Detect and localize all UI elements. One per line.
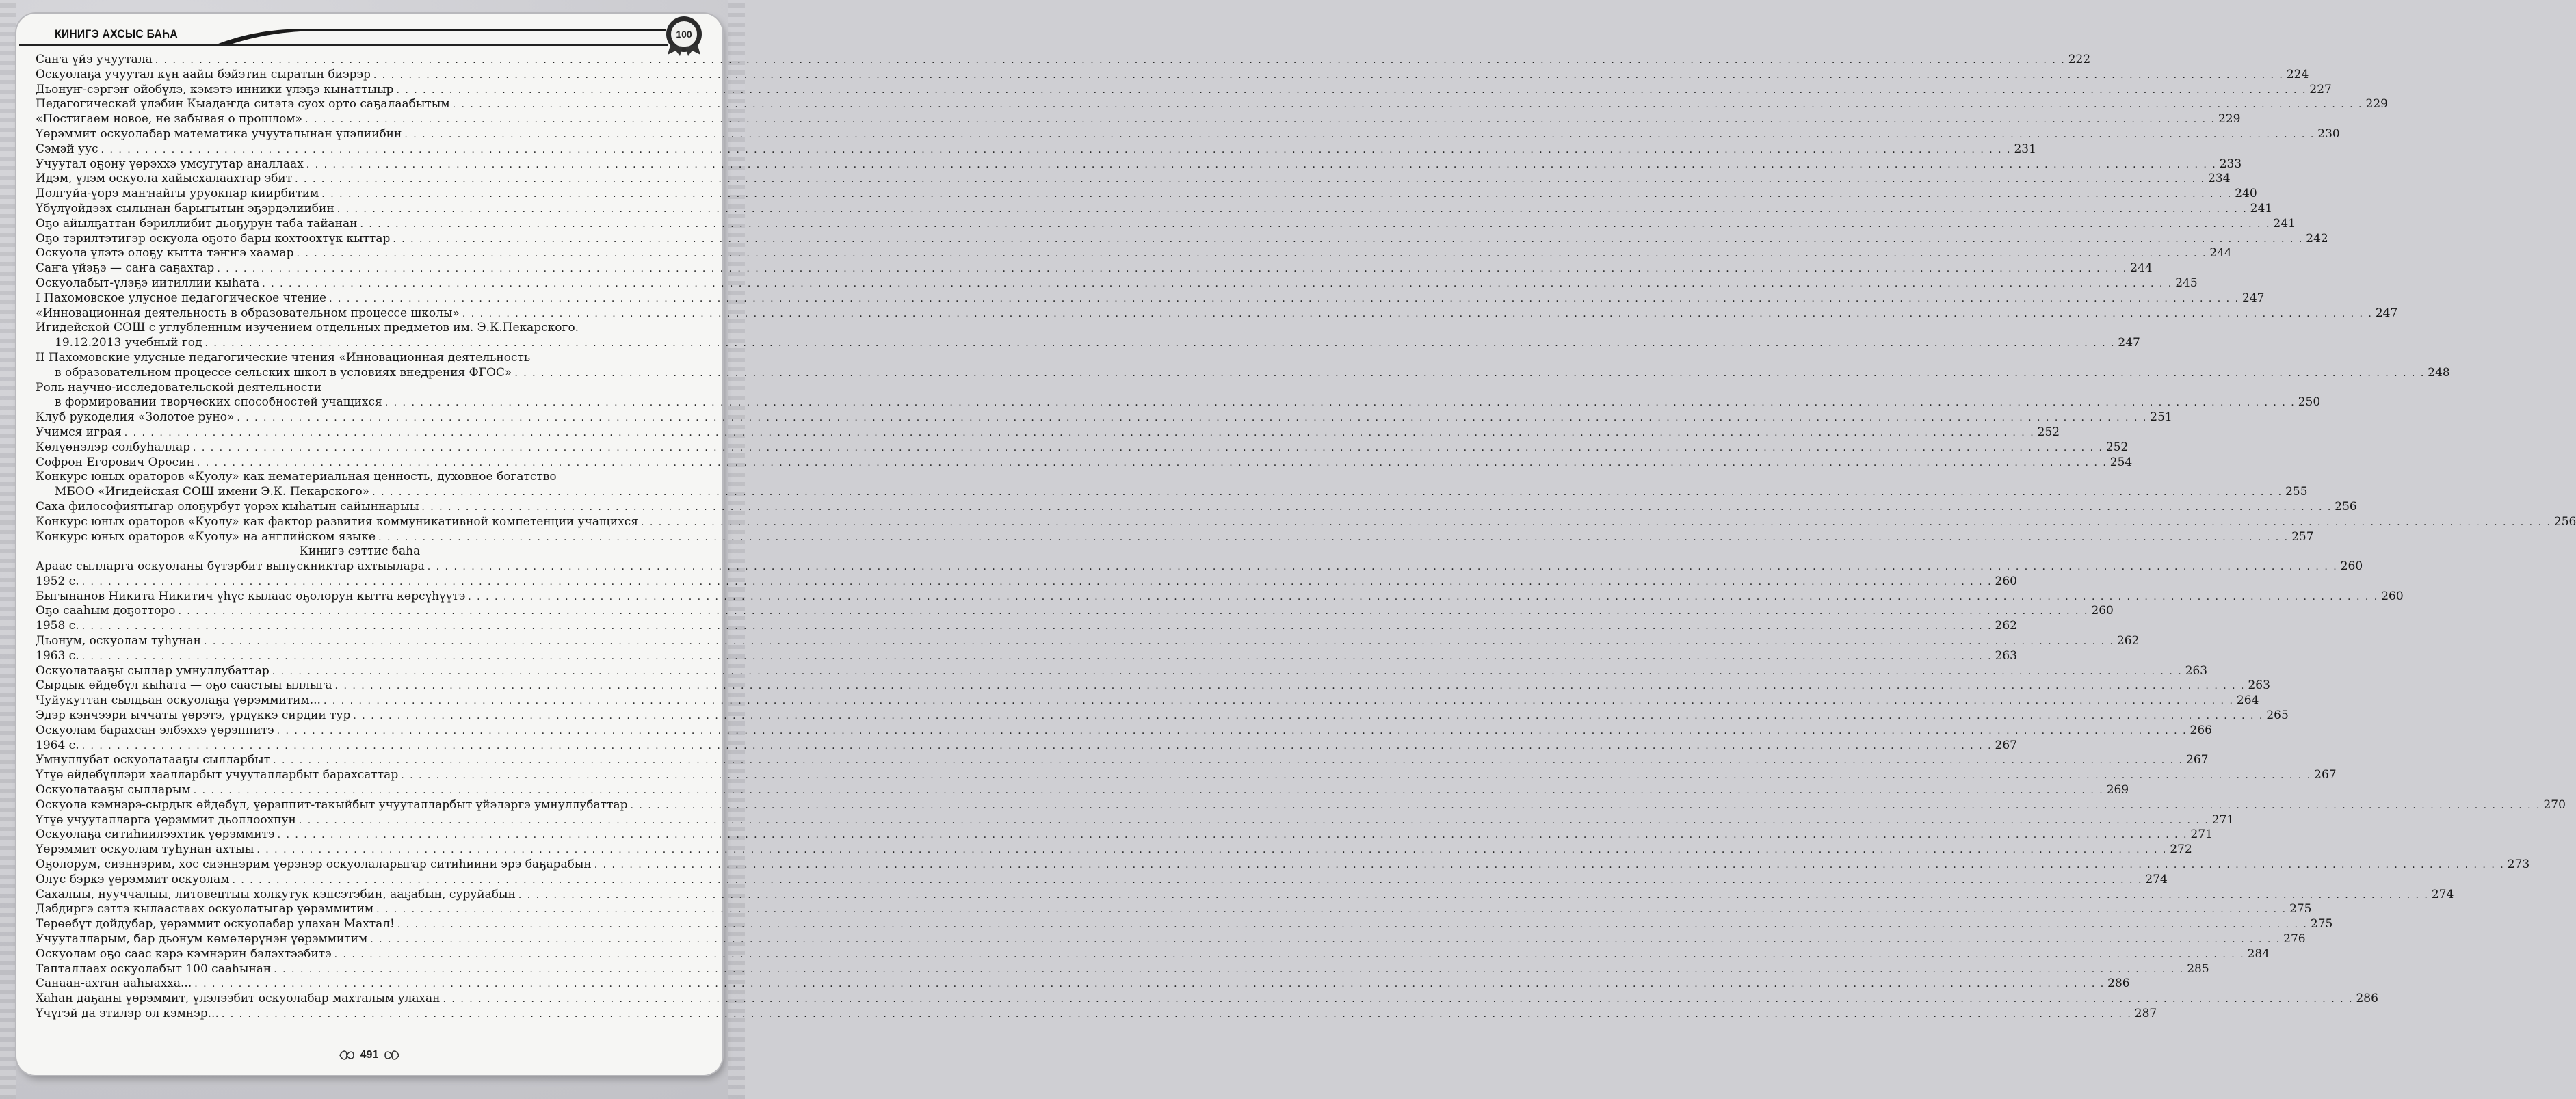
toc-entry-title: Оҕолорум, сиэннэрим, хос сиэннэрим үөрэнэр оскуолаларыгар ситиһиини эрэ баҕарабын — [36, 858, 592, 872]
toc-entry-title: Игидейской СОШ с углубленным изучением отдельных предметов им. Э.К.Пекарского. — [36, 321, 579, 335]
toc-entry-title: Конкурс юных ораторов «Куолу» как фактор развития коммуникативной компетенции учащихся — [36, 514, 638, 529]
toc-entry-title: МБОО «Игидейская СОШ имени Э.К. Пекарского» — [55, 485, 370, 499]
toc-entry — [36, 992, 2378, 1007]
toc-entry — [36, 514, 2576, 530]
toc-dot-leader — [393, 233, 2303, 248]
toc-entry-title: Араас сылларга оскуоланы бүтэрбит выпускниктар ахтыылара — [36, 559, 425, 574]
anniversary-logo-icon — [665, 15, 703, 57]
toc-dot-leader — [360, 217, 2270, 233]
toc-entry — [36, 858, 2530, 873]
toc-dot-leader — [370, 933, 2281, 948]
toc-dot-leader — [428, 560, 2338, 575]
toc-entry — [36, 381, 684, 396]
toc-entry — [36, 843, 2192, 858]
toc-dot-leader — [401, 769, 2311, 784]
toc-entry-page: 247 — [2242, 291, 2265, 305]
footer-ornament-left-icon — [339, 1048, 355, 1062]
toc-entry-title: 1952 с. — [36, 574, 79, 588]
toc-entry-title: Оскуолатааҕы сыллар умнуллубаттар — [36, 663, 270, 678]
toc-dot-leader — [197, 456, 2107, 471]
toc-entry-page: 257 — [2291, 529, 2314, 544]
toc-entry-title: Үөрэммит оскуолам туһунан ахтыы — [36, 843, 254, 857]
toc-entry — [36, 604, 2114, 619]
toc-dot-leader — [376, 903, 2287, 918]
toc-entry — [36, 172, 2231, 187]
toc-entry — [36, 53, 2091, 68]
toc-entry — [36, 529, 2314, 545]
toc-dot-leader — [257, 843, 2167, 858]
footer-ornament-right-icon — [384, 1048, 400, 1062]
toc-entry-title: Эдэр кэнчээри ыччаты үөрэтэ, үрдүккэ сирдии тур — [36, 709, 351, 723]
toc-entry — [36, 977, 2130, 992]
toc-entry — [36, 962, 2209, 977]
toc-entry-title: Софрон Егорович Оросин — [36, 455, 194, 469]
toc-entry-page: 267 — [1995, 738, 2017, 752]
header-swoosh-ornament — [215, 27, 666, 45]
toc-dot-leader — [421, 501, 2332, 516]
toc-entry — [36, 157, 2242, 172]
toc-entry-title: Быгынанов Никита Никитич үһүс кылаас оҕолорун кытта көрсүһүүтэ — [36, 589, 466, 603]
toc-entry-page: 263 — [2185, 663, 2208, 678]
toc-dot-leader — [272, 665, 2183, 680]
toc-entry-title: Төрөөбүт дойдубар, үөрэммит оскуолабар улахан Махтал! — [36, 917, 395, 931]
toc-entry-title: Үөрэммит оскуолабар математика учууталынан үлэлиибин — [36, 127, 402, 141]
toc-entry-title: Сэмэй уус — [36, 142, 98, 156]
toc-entry-page: 247 — [2118, 336, 2140, 350]
toc-dot-leader — [82, 739, 1993, 754]
toc-entry-page: 254 — [2110, 455, 2133, 469]
toc-entry-page: 245 — [2175, 276, 2198, 290]
toc-dot-leader — [193, 441, 2103, 456]
toc-entry — [36, 648, 2017, 664]
toc-entry — [36, 827, 2213, 843]
toc-entry-page: 274 — [2431, 887, 2454, 901]
toc-entry — [36, 783, 2129, 798]
toc-entry — [36, 216, 2296, 232]
toc-dot-leader — [397, 918, 2308, 933]
toc-entry — [36, 291, 2265, 306]
toc-entry-page: 264 — [2236, 693, 2259, 708]
toc-dot-leader — [468, 590, 2378, 605]
toc-entry — [36, 67, 2309, 83]
toc-entry-title: Сырдык өйдөбүл кыһата — оҕо саастыы ыллыга — [36, 678, 332, 693]
toc-entry-title: Тапталлаах оскуолабыт 100 сааһынан — [36, 962, 272, 976]
toc-entry — [36, 663, 2208, 679]
toc-dot-leader — [321, 187, 2232, 202]
toc-entry — [36, 485, 2308, 500]
toc-entry-page: 244 — [2209, 246, 2232, 261]
toc-dot-leader — [641, 516, 2551, 531]
toc-entry-page: 244 — [2130, 261, 2153, 276]
toc-entry-title: в образовательном процессе сельских школ в условиях внедрения ФГОС» — [55, 365, 512, 380]
toc-dot-leader — [237, 411, 2147, 426]
toc-entry — [36, 559, 2363, 574]
toc-entry — [36, 365, 2450, 381]
toc-entry-page: 229 — [2218, 112, 2241, 127]
toc-entry-page: 241 — [2273, 216, 2296, 230]
toc-entry — [36, 351, 684, 366]
running-header — [16, 14, 722, 49]
toc-dot-leader — [178, 605, 2088, 620]
toc-dot-leader — [299, 814, 2209, 829]
toc-entry-page: 229 — [2365, 97, 2388, 111]
toc-entry-page: 260 — [2381, 589, 2404, 603]
page-number: 491 — [360, 1049, 379, 1061]
page-footer — [16, 1045, 722, 1065]
toc-dot-leader — [295, 172, 2205, 187]
toc-entry-page: 250 — [2298, 395, 2321, 410]
toc-entry — [36, 231, 2328, 247]
toc-entry — [36, 395, 2321, 410]
toc-entry-title: Долгуйа-үөрэ маҥнайгы уруокпар киирбитим — [36, 187, 319, 201]
toc-dot-leader — [372, 486, 2283, 501]
toc-entry-title: Санаан-ахтан ааһыахха... — [36, 977, 192, 991]
toc-entry-page: 247 — [2375, 306, 2398, 320]
toc-entry — [36, 410, 2172, 425]
toc-entry-title: Хаһан даҕаны үөрэммит, үлэлээбит оскуолабар махталым улахан — [36, 992, 441, 1006]
toc-dot-leader — [273, 754, 2183, 769]
toc-entry-page: 260 — [1995, 574, 2017, 588]
toc-entry-page: 266 — [2190, 723, 2212, 737]
toc-entry — [36, 321, 684, 336]
toc-entry-title: 1963 с. — [36, 648, 79, 663]
toc-dot-leader — [396, 83, 2306, 98]
running-header-title: КИНИГЭ АХСЫС БАҺА — [55, 27, 178, 40]
toc-dot-leader — [337, 202, 2248, 217]
toc-entry-page: 270 — [2543, 797, 2566, 812]
toc-entry-page: 265 — [2266, 709, 2289, 723]
toc-dot-leader — [124, 426, 2035, 441]
toc-entry-title: Саҥа үйэ учуутала — [36, 53, 153, 66]
toc-entry — [36, 902, 2312, 917]
toc-dot-leader — [453, 98, 2363, 113]
toc-dot-leader — [462, 307, 2373, 322]
toc-entry-title: Чуйукуттан сылдьан оскуолаҕа үөрэммитим... — [36, 693, 321, 708]
toc-entry-title: 19.12.2013 учебный год — [55, 336, 202, 350]
toc-entry — [36, 440, 2129, 455]
toc-dot-leader — [232, 873, 2142, 888]
toc-entry — [36, 97, 2388, 112]
toc-entry — [36, 917, 2333, 932]
toc-entry-page: 275 — [2289, 902, 2312, 916]
toc-dot-leader — [631, 799, 2541, 814]
toc-entry-page: 262 — [2116, 634, 2140, 648]
toc-entry-title: Педагогическай үлэбин Кыадаҥда ситэтэ суох орто саҕалаабытым — [36, 97, 450, 111]
toc-entry-title: Конкурс юных ораторов «Куолу» на английском языке — [36, 529, 376, 544]
toc-dot-leader — [305, 113, 2216, 128]
toc-entry-title: Оскуолатааҕы сылларым — [36, 783, 191, 797]
toc-dot-leader — [335, 679, 2246, 694]
toc-entry-title: Оҕо тэрилтэтигэр оскуола оҕото бары көхтөөхтүк кыттар — [36, 231, 391, 246]
toc-entry-title: Учууталларым, бар дьонум көмөлөрүнэн үөрэммитим — [36, 932, 368, 946]
toc-entry-page: 260 — [2340, 559, 2363, 574]
toc-entry-title: Оскуола кэмнэрэ-сырдык өйдөбүл, үөрэппит-такыйбыт учууталларбыт үйэлэргэ умнуллубаттар — [36, 797, 628, 812]
toc-entry — [36, 127, 2340, 142]
toc-entry-page: 286 — [2356, 992, 2378, 1006]
toc-entry-title: Дэбдиргэ сэттэ кылаастаах оскуолатыгар үөрэммитим — [36, 902, 374, 916]
toc-entry — [36, 246, 2232, 261]
toc-entry-page: 285 — [2187, 962, 2209, 976]
toc-dot-leader — [306, 158, 2217, 173]
toc-entry — [36, 574, 2017, 590]
section-heading: Кинигэ сэттис баһа — [299, 544, 421, 559]
toc-entry — [36, 619, 2017, 634]
toc-part-2 — [36, 559, 2566, 1022]
toc-dot-leader — [385, 396, 2296, 411]
toc-entry-title: 1958 с. — [36, 619, 79, 633]
toc-entry — [36, 797, 2566, 813]
toc-entry-page: 269 — [2106, 783, 2129, 797]
toc-entry — [36, 425, 2060, 440]
toc-entry-page: 287 — [2134, 1007, 2157, 1020]
toc-entry-page: 272 — [2170, 843, 2192, 857]
toc-entry — [36, 336, 2140, 351]
toc-part-1 — [36, 53, 2576, 544]
toc-entry-page: 233 — [2219, 157, 2242, 171]
toc-entry-title: 1964 с. — [36, 738, 79, 752]
toc-entry — [36, 201, 2273, 217]
toc-entry — [36, 693, 2259, 709]
toc-entry-page: 274 — [2145, 872, 2168, 886]
toc-entry-title: Саха философиятыгар олоҕурбут үөрэх кыһатын сайыннарыы — [36, 499, 419, 514]
toc-dot-leader — [514, 367, 2425, 382]
toc-entry-page: 273 — [2507, 858, 2530, 872]
toc-entry-title: в формировании творческих способностей учащихся — [55, 395, 382, 410]
toc-entry — [36, 634, 2140, 649]
table-of-contents — [36, 53, 2576, 1022]
toc-dot-leader — [277, 724, 2187, 739]
toc-dot-leader — [373, 68, 2284, 83]
toc-entry — [36, 112, 2241, 127]
toc-entry-page: 271 — [2190, 827, 2213, 842]
toc-entry-title: Идэм, үлэм оскуола хайысхалаахтар эбит — [36, 172, 293, 186]
toc-dot-leader — [353, 709, 2263, 724]
toc-entry — [36, 932, 2306, 947]
toc-entry — [36, 276, 2198, 291]
toc-entry-title: II Пахомовские улусные педагогические чтения «Инновационная деятельность — [36, 350, 531, 365]
toc-entry — [36, 82, 2332, 98]
toc-entry-page: 276 — [2283, 932, 2306, 946]
toc-entry-title: Клуб рукоделия «Золотое руно» — [36, 410, 235, 425]
toc-entry-title: Оскуолабыт-үлэҕэ иитиллии кыһата — [36, 276, 260, 290]
toc-entry-title: Көлүөнэлэр солбуһаллар — [36, 440, 190, 454]
toc-entry — [36, 306, 2398, 321]
toc-dot-leader — [404, 128, 2315, 143]
toc-entry — [36, 470, 684, 485]
toc-entry-title: Үтүө учууталларга үөрэммит дьоллоохпун — [36, 812, 296, 827]
toc-entry-title: Оскуолам барахсан элбэххэ үөрэппитэ — [36, 723, 274, 737]
toc-dot-leader — [443, 992, 2354, 1007]
toc-entry-page: 224 — [2286, 67, 2309, 81]
toc-entry-title: Оскуолаҕа учуутал күн аайы бэйэтин сыратын биэрэр — [36, 67, 371, 81]
toc-entry-page: 267 — [2314, 768, 2337, 782]
toc-dot-leader — [194, 977, 2105, 992]
toc-dot-leader — [82, 650, 1993, 665]
toc-entry-page: 240 — [2235, 187, 2257, 201]
toc-entry-title: Дьонуҥ-сэргэҥ өйөбүлэ, кэмэтэ инники үлэҕэ кынаттыыр — [36, 82, 394, 96]
toc-entry — [36, 1007, 2157, 1022]
toc-entry — [36, 499, 2357, 515]
toc-entry-title: Конкурс юных ораторов «Куолу» как нематериальная ценность, духовное богатство — [36, 470, 557, 484]
toc-entry-page: 231 — [2014, 142, 2036, 156]
toc-entry-page: 252 — [2105, 440, 2129, 454]
toc-entry-page: 286 — [2107, 977, 2130, 991]
toc-entry-title: Сахалыы, нууччалыы, литовецтыы холкутук кэпсэтэбин, ааҕабын, суруйабын — [36, 887, 516, 901]
toc-entry-page: 256 — [2335, 499, 2357, 514]
toc-entry-title: «Постигаем новое, не забывая о прошлом» — [36, 112, 303, 127]
toc-dot-leader — [222, 1007, 2132, 1022]
toc-entry-title: Оскуолам оҕо саас кэрэ кэмнэрин бэлэхтээбитэ — [36, 946, 332, 961]
toc-dot-leader — [217, 262, 2127, 277]
toc-entry — [36, 589, 2404, 605]
toc-dot-leader — [518, 888, 2429, 903]
toc-dot-leader — [101, 143, 2012, 158]
toc-entry-title: Оҕо сааһым доҕотторо — [36, 604, 176, 618]
toc-entry-title: Дьонум, оскуолам туһунан — [36, 634, 202, 648]
toc-entry — [36, 768, 2337, 783]
toc-dot-leader — [205, 336, 2115, 352]
toc-entry-title: Роль научно-исследовательской деятельности — [36, 380, 322, 395]
logo-number: 100 — [676, 29, 692, 40]
toc-entry-title: Учуутал оҕону үөрэххэ умсугутар аналлаах — [36, 157, 304, 171]
toc-entry-title: I Пахомовское улусное педагогическое чтение — [36, 291, 327, 305]
toc-dot-leader — [262, 277, 2172, 292]
toc-entry — [36, 887, 2454, 903]
toc-entry-page: 251 — [2150, 410, 2172, 425]
toc-entry-page: 227 — [2309, 82, 2332, 96]
toc-entry-page: 284 — [2247, 946, 2270, 961]
toc-entry-page: 248 — [2428, 365, 2450, 380]
toc-dot-leader — [334, 948, 2245, 963]
toc-dot-leader — [278, 828, 2188, 843]
toc-entry-page: 230 — [2317, 127, 2340, 141]
toc-entry — [36, 723, 2212, 739]
toc-entry — [36, 946, 2270, 962]
toc-dot-leader — [594, 858, 2505, 873]
toc-entry-title: Учимся играя — [36, 425, 122, 439]
toc-entry-page: 260 — [2091, 604, 2114, 618]
toc-entry — [36, 753, 2209, 768]
toc-entry — [36, 678, 2270, 693]
toc-entry-page: 222 — [2068, 53, 2091, 66]
toc-entry-page: 234 — [2208, 172, 2231, 186]
toc-entry-page: 262 — [1995, 619, 2017, 633]
toc-entry-title: Саҥа үйэҕэ — саҥа саҕахтар — [36, 261, 215, 276]
toc-entry — [36, 812, 2235, 828]
toc-dot-leader — [204, 635, 2114, 650]
toc-entry-page: 263 — [1995, 648, 2017, 663]
toc-entry-page: 242 — [2306, 231, 2328, 246]
toc-entry-page: 275 — [2310, 917, 2333, 931]
toc-dot-leader — [82, 620, 1993, 635]
toc-entry — [36, 142, 2036, 157]
toc-entry-page: 241 — [2250, 201, 2273, 215]
toc-entry-title: Үбүлүөйдээх сылынан барыгытын эҕэрдэлиибин — [36, 201, 334, 215]
toc-entry-page: 267 — [2186, 753, 2209, 767]
toc-entry-title: Оскуолаҕа ситиһиилээхтик үөрэммитэ — [36, 827, 275, 842]
toc-dot-leader — [82, 575, 1993, 590]
toc-entry-title: Үчүгэй да этилэр ол кэмнэр... — [36, 1007, 219, 1020]
toc-entry-title: Олус бэркэ үөрэммит оскуолам — [36, 872, 230, 886]
header-rule — [19, 44, 668, 46]
toc-entry-title: Оскуола үлэтэ олоҕу кытта тэҥҥэ хаамар — [36, 246, 294, 261]
toc-entry-page: 252 — [2037, 425, 2060, 439]
book-page — [16, 14, 2576, 1075]
toc-entry — [36, 709, 2289, 724]
toc-entry-page: 263 — [2248, 678, 2270, 693]
toc-entry-title: «Инновационная деятельность в образовательном процессе школы» — [36, 306, 460, 320]
toc-entry-page: 255 — [2285, 485, 2308, 499]
toc-dot-leader — [329, 292, 2239, 307]
toc-entry-page: 256 — [2553, 514, 2576, 529]
toc-dot-leader — [324, 694, 2234, 709]
toc-entry — [36, 872, 2168, 888]
toc-entry-page: 271 — [2211, 812, 2235, 827]
toc-dot-leader — [194, 784, 2104, 799]
toc-entry-title: Оҕо айылҕаттан бэриллибит дьоҕурун таба тайанан — [36, 216, 358, 230]
toc-entry-title: Умнуллубат оскуолатааҕы сылларбыт — [36, 753, 271, 767]
toc-dot-leader — [296, 247, 2207, 262]
toc-entry — [36, 738, 2017, 754]
toc-entry — [36, 187, 2257, 202]
toc-dot-leader — [274, 963, 2184, 978]
toc-entry-title: Үтүө өйдөбүллэри хаалларбыт учууталларбыт барахсаттар — [36, 768, 399, 782]
toc-entry — [36, 455, 2133, 471]
toc-dot-leader — [155, 53, 2066, 68]
toc-dot-leader — [378, 531, 2289, 546]
toc-entry — [36, 261, 2153, 276]
decorative-border-left — [0, 0, 16, 1099]
